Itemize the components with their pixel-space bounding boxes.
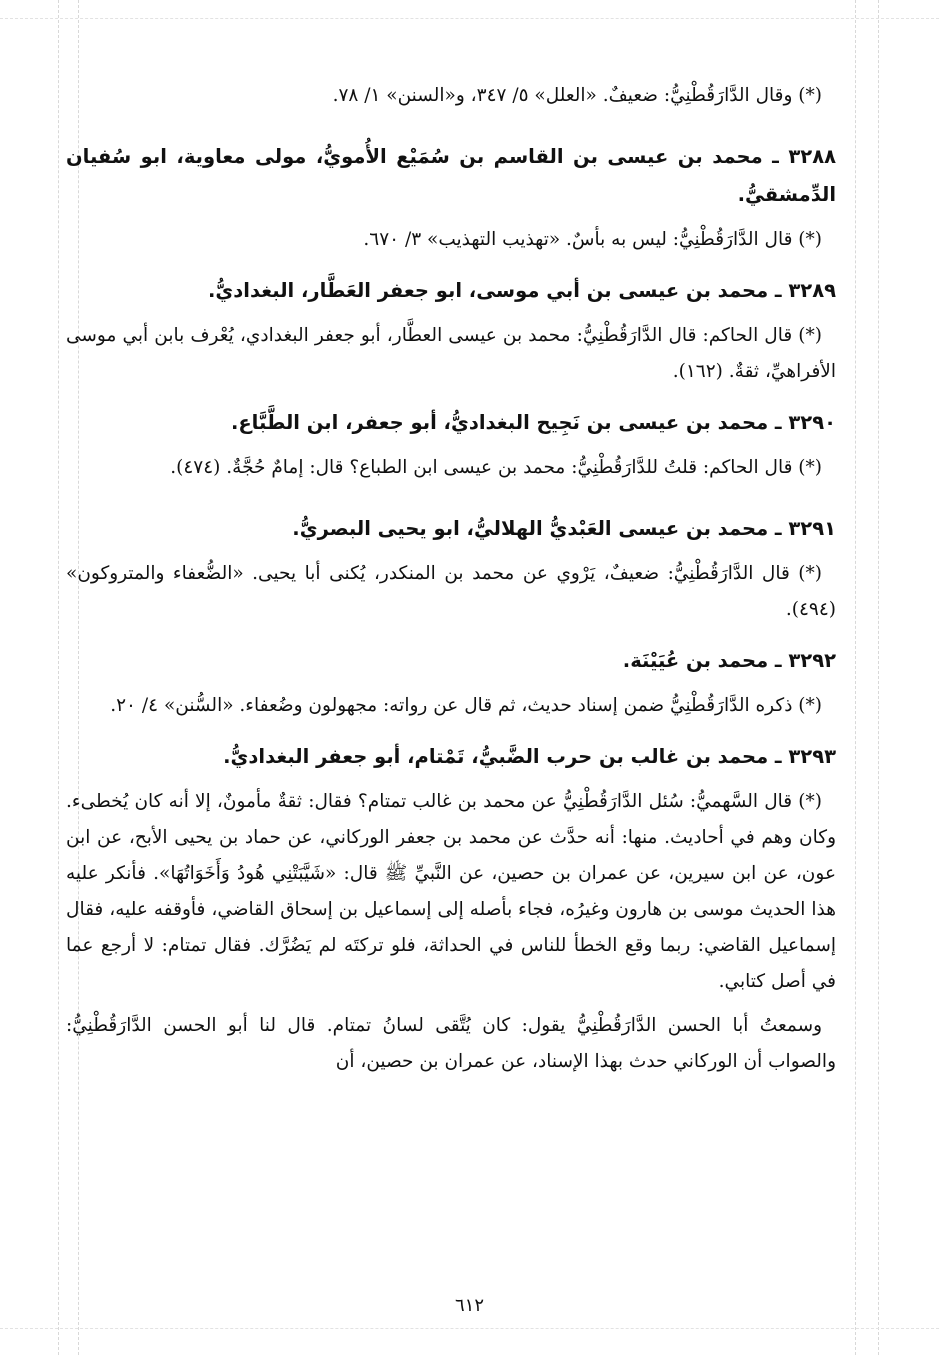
scan-guide-line <box>58 0 59 1355</box>
note-3292: (*) ذكره الدَّارَقُطْنِيُّ ضمن إسناد حديث، ثم قال عن رواته: مجهولون وضُعفاء. «السُّنن» ٤/ ٢٠. <box>110 695 822 716</box>
page-number: ٦١٢ <box>454 1295 484 1316</box>
entry-heading-3293: ٣٢٩٣ ـ محمد بن غالب بن حرب الضَّبيُّ، تَمْتام، أبو جعفر البغداديُّ. <box>223 745 836 768</box>
entry-heading-3292: ٣٢٩٢ ـ محمد بن عُيَيْنَة. <box>622 649 836 672</box>
entry-heading-3291: ٣٢٩١ ـ محمد بن عيسى العَبْديُّ الهلاليُّ، ابو يحيى البصريُّ. <box>292 517 836 540</box>
note-3290: (*) قال الحاكم: قلتُ للدَّارَقُطْنِيُّ: محمد بن عيسى ابن الطباع؟ قال: إمامٌ حُجَّةٌ. (٤٧٤). <box>170 457 822 478</box>
entry-heading-3290: ٣٢٩٠ ـ محمد بن عيسى بن نَجِيح البغداديُّ، أبو جعفر، ابن الطَّبَّاع. <box>230 411 836 434</box>
note-3291: (*) قال الدَّارَقُطْنِيُّ: ضعيفٌ، يَرْوي عن محمد بن المنكدر، يُكنى أبا يحيى. «الضُّعفاء والمتروكون» (٤٩٤). <box>66 563 836 620</box>
scan-guide-line <box>878 0 879 1355</box>
note-3287-daraqutni: (*) وقال الدَّارَقُطْنِيُّ: ضعيفٌ. «العلل» ٥/ ٣٤٧، و«السنن» ١/ ٧٨. <box>332 85 822 106</box>
entry-heading-3289: ٣٢٨٩ ـ محمد بن عيسى بن أبي موسى، ابو جعفر العَطَّار، البغداديُّ. <box>208 279 836 302</box>
scan-guide-line <box>0 1328 939 1329</box>
note-3293-part-2: وسمعتُ أبا الحسن الدَّارَقُطْنِيُّ يقول: كان يُتَّقى لسانُ تمتام. قال لنا أبو الحسن الدَّارَقُطْنِيُّ: والصواب أن الوركاني حدث بهذا الإسناد، عن عمران بن حصين، أن <box>66 1015 836 1072</box>
entry-heading-3288: ٣٢٨٨ ـ محمد بن عيسى بن القاسم بن سُمَيْع الأُمويُّ، مولى معاوية، ابو سُفيان الدِّمشقيُّ. <box>66 145 836 206</box>
scan-guide-line <box>855 0 856 1355</box>
note-3289: (*) قال الحاكم: قال الدَّارَقُطْنِيُّ: محمد بن عيسى العطَّار، أبو جعفر البغدادي، يُعْرف بابن أبي موسى الأفراهيِّ، ثقةٌ. (١٦٢). <box>66 325 836 382</box>
page-body <box>66 78 836 1080</box>
scan-guide-line <box>0 18 939 19</box>
note-3288: (*) قال الدَّارَقُطْنِيُّ: ليس به بأسٌ. «تهذيب التهذيب» ٣/ ٦٧٠. <box>363 229 822 250</box>
note-3293-part-1: (*) قال السَّهميُّ: سُئل الدَّارَقُطْنِيُّ عن محمد بن غالب تمتام؟ فقال: ثقةٌ مأمونٌ، إلا أنه كان يُخطىء. وكان وهم في أحاديث. منها: أنه حدَّث عن محمد بن جعفر الوركاني، عن حماد بن يحيى الأبح، عن ابن عون، عن ابن سيرين، عن عمران بن حصين، عن النَّبيِّ ﷺ قال: «شَيَّبَتْنِي هُودُ وَأَخَوَاتُهَا». فأنكر عليه هذا الحديث موسى بن هارون وغيرُه، فجاء بأصله إلى إسماعيل بن إسحاق القاضي، فأوقفه عليه، فقال إسماعيل القاضي: ربما وقع الخطأ للناس في الحداثة، فلو تركتَه لم يَضُرَّك. فقال تمتام: لا أرجع عما في أصل كتابي. <box>66 791 836 992</box>
